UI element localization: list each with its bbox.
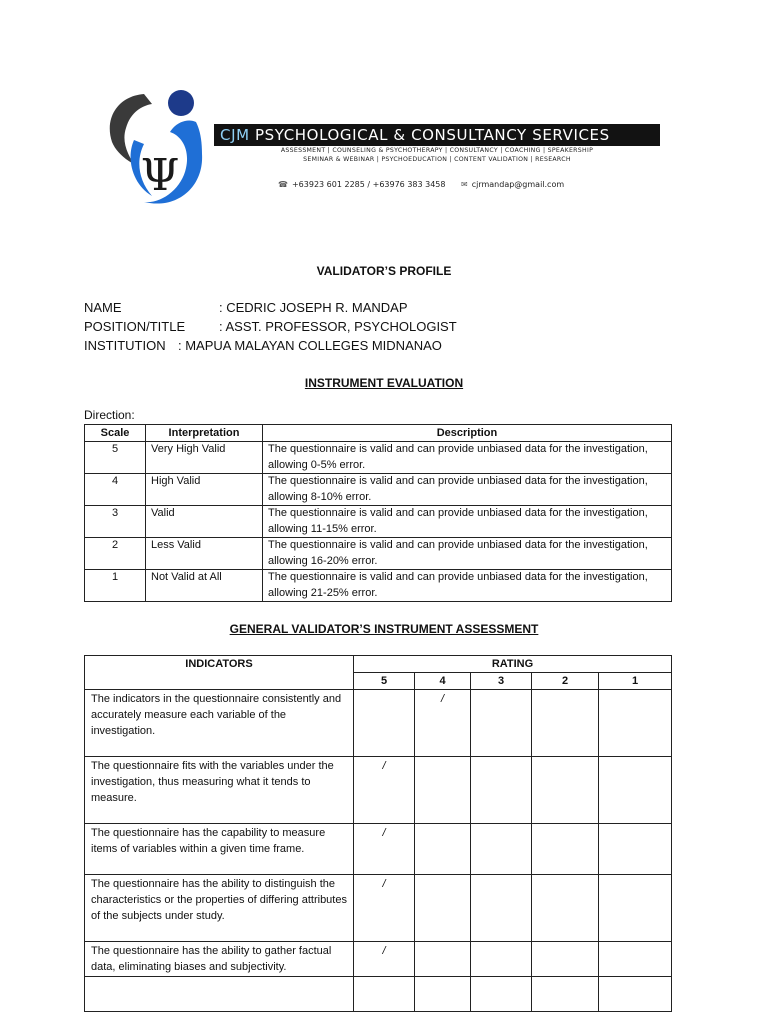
rating-col-5: 5 [354, 673, 415, 690]
rating-cell-5[interactable]: / [354, 757, 415, 824]
rating-cell-2[interactable] [532, 690, 599, 757]
email-text: cjrmandap@gmail.com [471, 180, 565, 189]
assessment-title: GENERAL VALIDATOR’S INSTRUMENT ASSESSMENT [229, 622, 539, 636]
description-value: The questionnaire is valid and can provide unbiased data for the investigation, allowing 8-10% error. [263, 474, 672, 506]
table-row [85, 824, 672, 875]
scale-value: 3 [85, 506, 146, 538]
interpretation-value: High Valid [146, 474, 263, 506]
description-value: The questionnaire is valid and can provide unbiased data for the investigation, allowing 21-25% error. [263, 570, 672, 602]
rating-cell-4[interactable] [415, 757, 471, 824]
rating-cell-2[interactable] [532, 977, 599, 1012]
services-line-2: SEMINAR & WEBINAR | PSYCHOEDUCATION | CONTENT VALIDATION | RESEARCH [303, 155, 571, 163]
description-value: The questionnaire is valid and can provide unbiased data for the investigation, allowing 16-20% error. [263, 538, 672, 570]
interpretation-value: Very High Valid [146, 442, 263, 474]
phone-text: +63923 601 2285 / +63976 383 3458 [291, 180, 446, 189]
interpretation-value: Not Valid at All [146, 570, 263, 602]
scale-value: 5 [85, 442, 146, 474]
scale-value: 2 [85, 538, 146, 570]
table-row [85, 474, 672, 506]
rating-cell-3[interactable] [471, 875, 532, 942]
scale-table-header [85, 425, 672, 442]
rating-cell-1[interactable] [599, 875, 672, 942]
rating-cell-3[interactable] [471, 942, 532, 977]
services-list [214, 147, 660, 164]
rating-cell-2[interactable] [532, 875, 599, 942]
rating-cell-4[interactable] [415, 875, 471, 942]
evaluation-title: INSTRUMENT EVALUATION [304, 376, 464, 390]
contact-email [461, 180, 564, 189]
scale-table [84, 424, 672, 602]
rating-cell-5[interactable]: / [354, 942, 415, 977]
name-label: NAME [84, 300, 122, 315]
header-interpretation: Interpretation [146, 425, 263, 442]
psi-symbol-icon: Ψ [140, 150, 180, 201]
rating-cell-5[interactable] [354, 690, 415, 757]
rating-cell-3[interactable] [471, 690, 532, 757]
position-value: : ASST. PROFESSOR, PSYCHOLOGIST [219, 319, 457, 334]
indicator-text [85, 977, 354, 1012]
header-indicators: INDICATORS [85, 656, 354, 690]
table-row [85, 875, 672, 942]
rating-cell-1[interactable] [599, 942, 672, 977]
table-row [85, 538, 672, 570]
table-row [85, 977, 672, 1012]
rating-cell-4[interactable] [415, 824, 471, 875]
rating-cell-5[interactable]: / [354, 824, 415, 875]
rating-col-2: 2 [532, 673, 599, 690]
header-scale: Scale [85, 425, 146, 442]
rating-cell-2[interactable] [532, 757, 599, 824]
rating-cell-4[interactable]: / [415, 690, 471, 757]
rating-cell-5[interactable] [354, 977, 415, 1012]
institution-label: INSTITUTION [84, 338, 166, 353]
indicator-text: The questionnaire has the ability to gather factual data, eliminating biases and subjectivity. [85, 942, 354, 977]
rating-cell-3[interactable] [471, 824, 532, 875]
name-value: : CEDRIC JOSEPH R. MANDAP [219, 300, 408, 315]
table-row [85, 442, 672, 474]
company-logo [104, 88, 204, 208]
rating-cell-3[interactable] [471, 977, 532, 1012]
rating-cell-3[interactable] [471, 757, 532, 824]
contact-phone [278, 180, 445, 189]
brand-rest: PSYCHOLOGICAL & CONSULTANCY SERVICES [249, 126, 610, 144]
rating-cell-1[interactable] [599, 690, 672, 757]
rating-cell-1[interactable] [599, 824, 672, 875]
indicator-text: The questionnaire has the capability to measure items of variables within a given time frame. [85, 824, 354, 875]
description-value: The questionnaire is valid and can provide unbiased data for the investigation, allowing 0-5% error. [263, 442, 672, 474]
table-row [85, 942, 672, 977]
rating-cell-1[interactable] [599, 977, 672, 1012]
rating-cell-2[interactable] [532, 942, 599, 977]
profile-title: VALIDATOR’S PROFILE [316, 264, 452, 278]
indicator-text: The questionnaire fits with the variables under the investigation, thus measuring what it tends to measure. [85, 757, 354, 824]
rating-table-header [85, 656, 672, 673]
table-row [85, 690, 672, 757]
description-value: The questionnaire is valid and can provide unbiased data for the investigation, allowing 11-15% error. [263, 506, 672, 538]
direction-label: Direction: [84, 408, 135, 422]
brand-accent: CJM [220, 126, 250, 144]
rating-cell-4[interactable] [415, 977, 471, 1012]
interpretation-value: Less Valid [146, 538, 263, 570]
position-label: POSITION/TITLE [84, 319, 186, 334]
rating-cell-1[interactable] [599, 757, 672, 824]
indicator-text: The questionnaire has the ability to distinguish the characteristics or the properties of differing attributes of the subjects under study. [85, 875, 354, 942]
table-row [85, 506, 672, 538]
scale-value: 4 [85, 474, 146, 506]
company-name-banner [214, 124, 660, 146]
scale-value: 1 [85, 570, 146, 602]
table-row [85, 570, 672, 602]
header-rating: RATING [354, 656, 672, 673]
phone-icon: ☎ [278, 180, 288, 189]
rating-col-1: 1 [599, 673, 672, 690]
profile-name-row [84, 300, 408, 315]
header-description: Description [263, 425, 672, 442]
mail-icon: ✉ [461, 180, 468, 189]
rating-table [84, 655, 672, 1012]
rating-col-4: 4 [415, 673, 471, 690]
rating-cell-4[interactable] [415, 942, 471, 977]
services-line-1: ASSESSMENT | COUNSELING & PSYCHOTHERAPY | CONSULTANCY | COACHING | SPEAKERSHIP [280, 147, 594, 154]
profile-institution-row [84, 338, 442, 353]
institution-value: : MAPUA MALAYAN COLLEGES MIDNANAO [178, 338, 442, 353]
rating-cell-5[interactable]: / [354, 875, 415, 942]
profile-position-row [84, 319, 457, 334]
interpretation-value: Valid [146, 506, 263, 538]
rating-cell-2[interactable] [532, 824, 599, 875]
table-row [85, 757, 672, 824]
rating-col-3: 3 [471, 673, 532, 690]
indicator-text: The indicators in the questionnaire consistently and accurately measure each variable of the investigation. [85, 690, 354, 757]
